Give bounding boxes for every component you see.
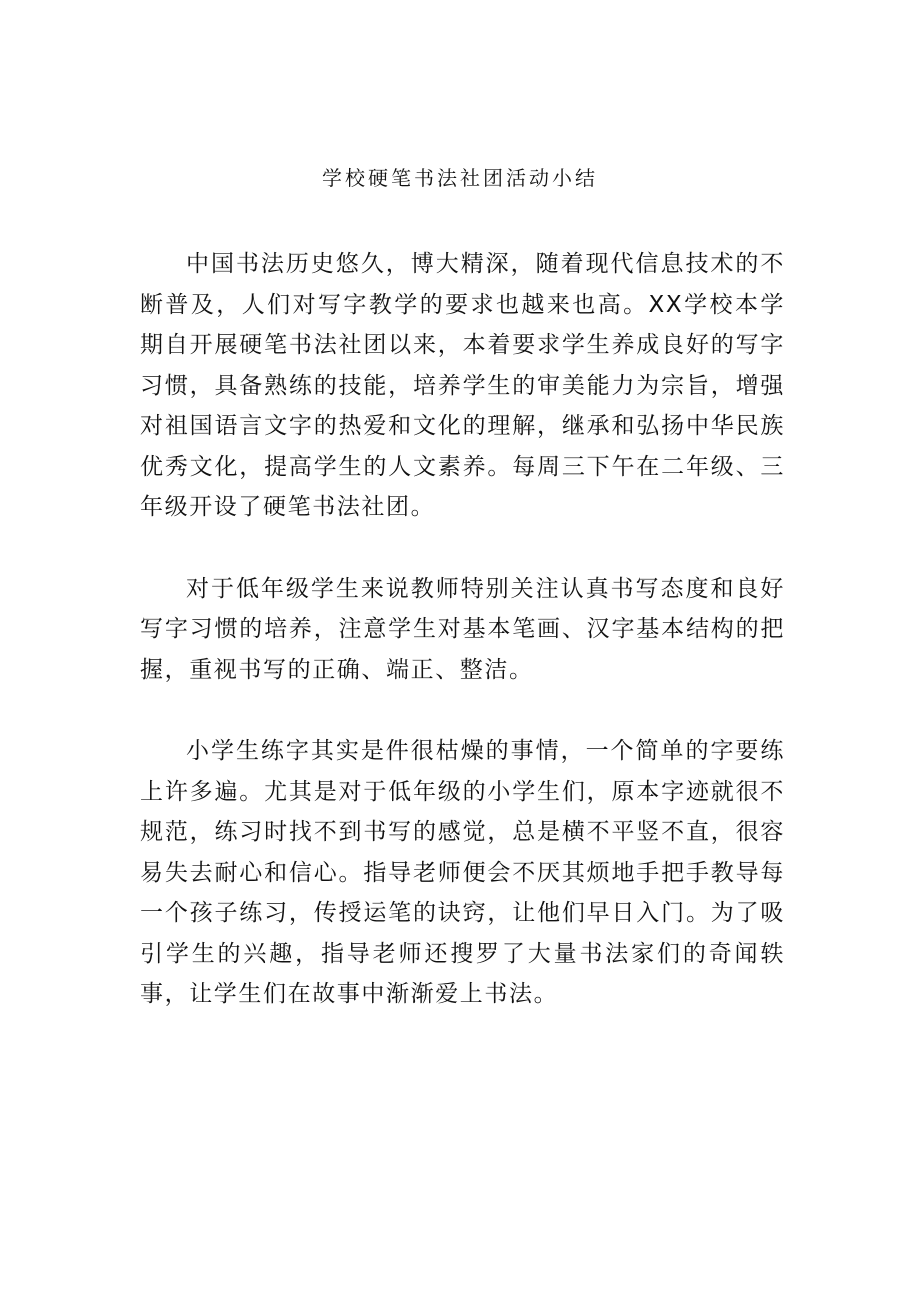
- document-body: [140, 244, 785, 1056]
- paragraph-3: 小学生练字其实是件很枯燥的事情，一个简单的字要练上许多遍。尤其是对于低年级的小学生们，原本字迹就很不规范，练习时找不到书写的感觉，总是横不平竖不直，很容易失去耐心和信心。指导老师便会不厌其烦地手把手教导每一个孩子练习，传授运笔的诀窍，让他们早日入门。为了吸引学生的兴趣，指导老师还搜罗了大量书法家们的奇闻轶事，让学生们在故事中渐渐爱上书法。: [140, 738, 785, 1007]
- paragraph-1: 中国书法历史悠久，博大精深，随着现代信息技术的不断普及，人们对写字教学的要求也越来也高。XX学校本学期自开展硬笔书法社团以来，本着要求学生养成良好的写字习惯，具备熟练的技能，培养学生的审美能力为宗旨，增强对祖国语言文字的热爱和文化的理解，继承和弘扬中华民族优秀文化，提高学生的人文素养。每周三下午在二年级、三年级开设了硬笔书法社团。: [140, 251, 785, 520]
- paragraph-2: 对于低年级学生来说教师特别关注认真书写态度和良好写字习惯的培养，注意学生对基本笔画、汉字基本结构的把握，重视书写的正确、端正、整洁。: [140, 575, 785, 683]
- document-title: 学校硬笔书法社团活动小结: [322, 166, 598, 190]
